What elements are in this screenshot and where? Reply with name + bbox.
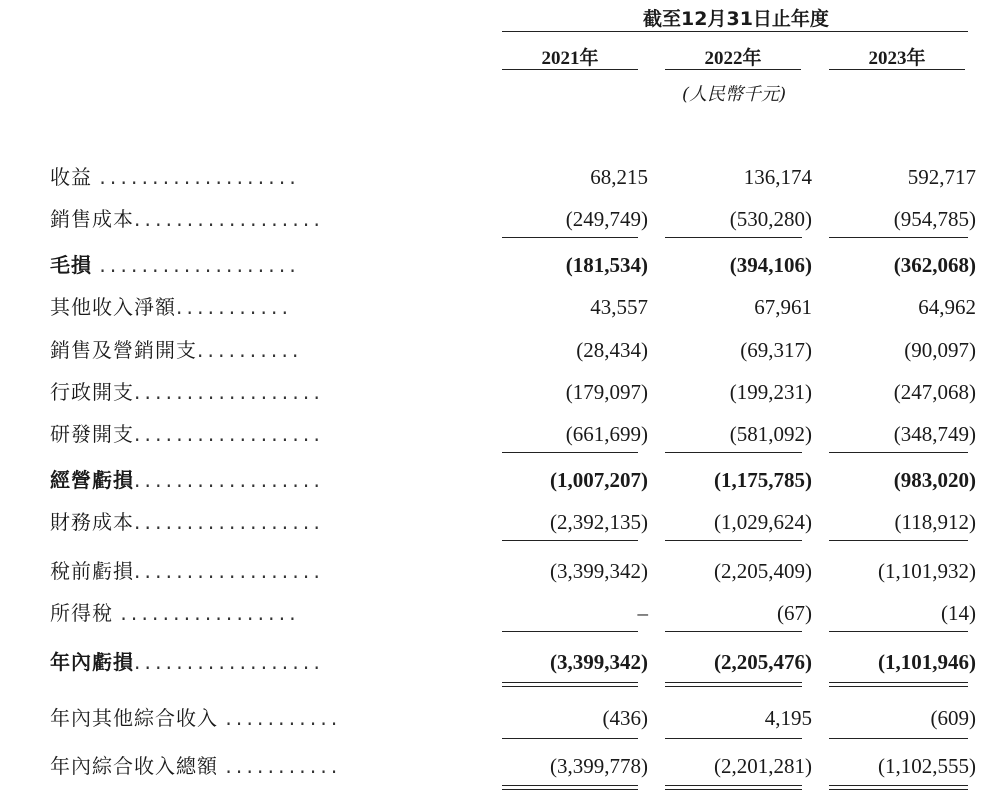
subtotal-rule: [829, 452, 968, 453]
value-2022: (67): [777, 601, 812, 625]
year-header-2022: 2022年: [704, 48, 762, 69]
value-2022: (69,317): [740, 338, 812, 362]
table-row: 經營虧損.................. (1,007,207) (1,175,785) (983,020): [0, 460, 1006, 500]
value-2022: (2,205,476): [714, 650, 812, 674]
row-label: 稅前虧損: [50, 559, 134, 583]
value-2021: (1,007,207): [550, 468, 648, 492]
value-2021: (3,399,342): [550, 650, 648, 674]
value-2021: (2,392,135): [550, 510, 648, 534]
subtotal-rule: [829, 738, 968, 739]
row-label: 經營虧損: [50, 468, 134, 492]
value-2022: (1,029,624): [714, 510, 812, 534]
table-row: 年內虧損.................. (3,399,342) (2,205,476) (1,101,946): [0, 642, 1006, 682]
subtotal-rule: [502, 631, 638, 632]
period-header: 截至12月31日止年度: [643, 8, 829, 30]
value-2021: 43,557: [590, 295, 648, 319]
value-2021: (28,434): [576, 338, 648, 362]
value-2023: (983,020): [893, 468, 976, 492]
year-header-rule: [502, 69, 638, 70]
total-double-rule: [502, 785, 638, 790]
value-2022: 67,961: [754, 295, 812, 319]
table-row: 年內其他綜合收入 ........... (436) 4,195 (609): [0, 698, 1006, 738]
value-2021: (3,399,778): [550, 754, 648, 778]
row-label: 銷售及營銷開支: [50, 338, 197, 362]
row-label: 年內虧損: [50, 650, 134, 674]
value-2021: (249,749): [565, 207, 648, 231]
row-label: 收益: [50, 165, 92, 189]
total-double-rule: [502, 682, 638, 687]
value-2021: –: [637, 601, 648, 625]
row-label: 研發開支: [50, 422, 134, 446]
subtotal-rule: [502, 540, 638, 541]
table-row: 稅前虧損.................. (3,399,342) (2,205,409) (1,101,932): [0, 551, 1006, 591]
value-2023: (362,068): [893, 253, 976, 277]
total-double-rule: [665, 785, 802, 790]
value-2022: (530,280): [729, 207, 812, 231]
value-2021: (436): [602, 706, 648, 730]
year-header-2021: 2021年: [541, 48, 599, 69]
year-header-rule: [829, 69, 965, 70]
value-2023: (90,097): [904, 338, 976, 362]
row-label: 所得稅: [50, 601, 113, 625]
value-2022: (2,201,281): [714, 754, 812, 778]
subtotal-rule: [665, 452, 802, 453]
subtotal-rule: [829, 631, 968, 632]
row-label: 年內綜合收入總額: [50, 754, 218, 778]
period-header-rule: [502, 31, 968, 32]
row-label: 財務成本: [50, 510, 134, 534]
value-2023: (1,102,555): [878, 754, 976, 778]
table-row: 所得稅 ................. – (67) (14): [0, 593, 1006, 633]
value-2022: 4,195: [764, 706, 812, 730]
value-2021: (661,699): [565, 422, 648, 446]
subtotal-rule: [502, 738, 638, 739]
table-row: 收益 ................... 68,215 136,174 592,717: [0, 157, 1006, 197]
table-row: 銷售及營銷開支.......... (28,434) (69,317) (90,097): [0, 330, 1006, 370]
value-2023: (1,101,932): [878, 559, 976, 583]
value-2021: (3,399,342): [550, 559, 648, 583]
table-row: 其他收入淨額........... 43,557 67,961 64,962: [0, 287, 1006, 327]
row-label: 年內其他綜合收入: [50, 706, 218, 730]
value-2022: (199,231): [729, 380, 812, 404]
table-row: 年內綜合收入總額 ........... (3,399,778) (2,201,281) (1,102,555): [0, 746, 1006, 786]
value-2023: (954,785): [893, 207, 976, 231]
subtotal-rule: [829, 237, 968, 238]
table-row: 行政開支.................. (179,097) (199,231) (247,068): [0, 372, 1006, 412]
value-2023: 592,717: [907, 165, 976, 189]
subtotal-rule: [665, 738, 802, 739]
value-2022: (2,205,409): [714, 559, 812, 583]
subtotal-rule: [665, 631, 802, 632]
value-2023: (1,101,946): [878, 650, 976, 674]
total-double-rule: [829, 785, 968, 790]
year-header-2023: 2023年: [868, 48, 926, 69]
unit-note: (人民幣千元): [681, 84, 787, 105]
subtotal-rule: [665, 540, 802, 541]
value-2021: (179,097): [565, 380, 648, 404]
row-label: 銷售成本: [50, 207, 134, 231]
value-2023: 64,962: [918, 295, 976, 319]
table-row: 研發開支.................. (661,699) (581,092) (348,749): [0, 414, 1006, 454]
subtotal-rule: [829, 540, 968, 541]
subtotal-rule: [502, 452, 638, 453]
value-2023: (118,912): [894, 510, 976, 534]
row-label: 其他收入淨額: [50, 295, 176, 319]
value-2021: (181,534): [565, 253, 648, 277]
value-2022: (581,092): [729, 422, 812, 446]
total-double-rule: [829, 682, 968, 687]
value-2023: (14): [941, 601, 976, 625]
value-2023: (609): [930, 706, 976, 730]
table-row: 財務成本.................. (2,392,135) (1,029,624) (118,912): [0, 502, 1006, 542]
row-label: 行政開支: [50, 380, 134, 404]
value-2023: (348,749): [893, 422, 976, 446]
value-2021: 68,215: [590, 165, 648, 189]
value-2023: (247,068): [893, 380, 976, 404]
row-label: 毛損: [50, 253, 92, 277]
subtotal-rule: [665, 237, 802, 238]
table-row: 毛損 ................... (181,534) (394,106) (362,068): [0, 245, 1006, 285]
table-row: 銷售成本.................. (249,749) (530,280) (954,785): [0, 199, 1006, 239]
year-header-rule: [665, 69, 801, 70]
value-2022: (394,106): [729, 253, 812, 277]
value-2022: 136,174: [743, 165, 812, 189]
value-2022: (1,175,785): [714, 468, 812, 492]
total-double-rule: [665, 682, 802, 687]
subtotal-rule: [502, 237, 638, 238]
